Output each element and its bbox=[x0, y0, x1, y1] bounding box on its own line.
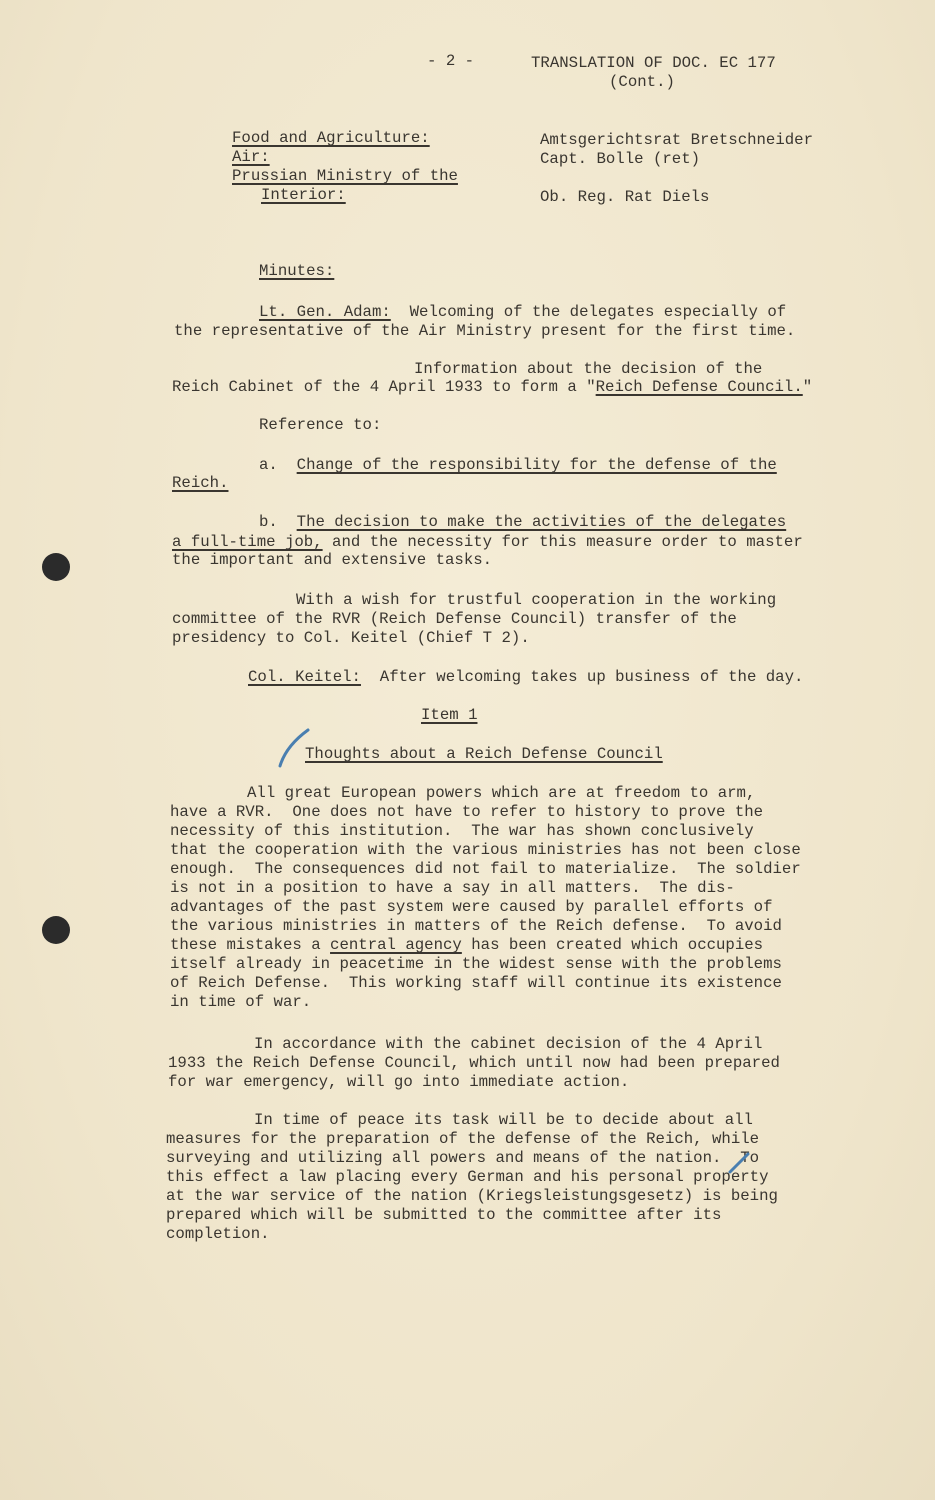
punch-hole bbox=[42, 553, 70, 581]
text-segment: the representative of the Air Ministry present for the first time. bbox=[174, 322, 796, 340]
text-line bbox=[170, 860, 801, 878]
text-segment: completion. bbox=[166, 1225, 270, 1243]
text-segment: at the war service of the nation (Kriegsleistungsgesetz) is being bbox=[166, 1187, 778, 1205]
text-segment: that the cooperation with the various ministries has not been close bbox=[170, 841, 801, 859]
text-segment: enough. The consequences did not fail to materialize. The soldier bbox=[170, 860, 801, 878]
text-line bbox=[170, 974, 782, 992]
text-segment: the various ministries in matters of the Reich defense. To avoid bbox=[170, 917, 782, 935]
pencil-check-mark-icon bbox=[276, 726, 316, 770]
text-segment: 1933 the Reich Defense Council, which until now had been prepared bbox=[168, 1054, 780, 1072]
attendee-name: Capt. Bolle (ret) bbox=[540, 150, 701, 168]
underlined-text: central agency bbox=[330, 936, 462, 954]
text-line bbox=[170, 993, 311, 1011]
underlined-text: Reich. bbox=[172, 474, 229, 492]
attendee-role: Air: bbox=[232, 148, 270, 166]
text-segment: advantages of the past system were caused by parallel efforts of bbox=[170, 898, 773, 916]
underlined-text: Change of the responsibility for the defense of the bbox=[296, 456, 777, 474]
text-segment: has been created which occupies bbox=[461, 936, 764, 954]
attendee-role: Interior: bbox=[261, 186, 346, 204]
underlined-text: The decision to make the activities of the delegates bbox=[296, 513, 787, 531]
text-segment: Reich Cabinet of the 4 April 1933 to form a " bbox=[172, 378, 596, 396]
text-segment: the important and extensive tasks. bbox=[172, 551, 493, 569]
attendee-name: Ob. Reg. Rat Diels bbox=[540, 188, 710, 206]
pencil-check-mark-icon bbox=[726, 1150, 756, 1176]
text-line bbox=[166, 1187, 778, 1205]
text-segment: surveying and utilizing all powers and means of the nation. To bbox=[166, 1149, 760, 1167]
text-segment: in time of war. bbox=[170, 993, 312, 1011]
text-line bbox=[166, 1149, 759, 1167]
text-line bbox=[166, 1130, 759, 1148]
underlined-text: Lt. Gen. Adam: bbox=[259, 303, 391, 321]
punch-hole bbox=[42, 916, 70, 944]
continuation-label: (Cont.) bbox=[609, 73, 675, 91]
page-number: - 2 - bbox=[427, 52, 475, 70]
text-segment: Reference to: bbox=[259, 416, 382, 434]
text-segment: is not in a position to have a say in all matters. The dis- bbox=[170, 879, 735, 897]
text-line bbox=[166, 1206, 721, 1224]
text-segment: these mistakes a bbox=[170, 936, 331, 954]
text-segment: With a wish for trustful cooperation in the working bbox=[296, 591, 777, 609]
text-segment: prepared which will be submitted to the committee after its bbox=[166, 1206, 722, 1224]
text-line bbox=[168, 1073, 629, 1091]
text-line bbox=[174, 322, 795, 340]
text-line bbox=[170, 955, 782, 973]
text-segment: of Reich Defense. This working staff will continue its existence bbox=[170, 974, 782, 992]
text-segment: presidency to Col. Keitel (Chief T 2). bbox=[172, 629, 530, 647]
text-line bbox=[172, 610, 737, 628]
text-line bbox=[172, 551, 492, 569]
text-segment: measures for the preparation of the defense of the Reich, while bbox=[166, 1130, 760, 1148]
text-segment: and the necessity for this measure order to master bbox=[322, 533, 803, 551]
text-line bbox=[170, 803, 763, 821]
text-segment: In accordance with the cabinet decision of the 4 April bbox=[254, 1035, 763, 1053]
attendee-name: Amtsgerichtsrat Bretschneider bbox=[540, 131, 814, 149]
text-segment: for war emergency, will go into immediate action. bbox=[168, 1073, 630, 1091]
text-line bbox=[170, 879, 735, 897]
text-segment: itself already in peacetime in the widest sense with the problems bbox=[170, 955, 782, 973]
text-line bbox=[259, 416, 381, 434]
underlined-text: Minutes: bbox=[259, 262, 335, 280]
text-line bbox=[296, 591, 776, 609]
text-segment: " bbox=[802, 378, 813, 396]
text-line bbox=[248, 668, 803, 686]
text-line bbox=[172, 378, 812, 396]
text-segment: necessity of this institution. The war has shown conclusively bbox=[170, 822, 754, 840]
text-line bbox=[170, 841, 801, 859]
text-line bbox=[166, 1168, 769, 1186]
text-segment: have a RVR. One does not have to refer to history to prove the bbox=[170, 803, 764, 821]
text-line bbox=[421, 706, 477, 724]
text-line bbox=[170, 898, 773, 916]
text-segment: a. bbox=[259, 456, 297, 474]
text-segment: All great European powers which are at freedom to arm, bbox=[247, 784, 756, 802]
text-segment: Information about the decision of the bbox=[414, 360, 763, 378]
text-line bbox=[259, 456, 777, 474]
text-line bbox=[170, 822, 754, 840]
text-segment: this effect a law placing every German and his personal property bbox=[166, 1168, 769, 1186]
text-line bbox=[166, 1225, 270, 1243]
underlined-text: Col. Keitel: bbox=[248, 668, 361, 686]
underlined-text: a full-time job, bbox=[172, 533, 323, 551]
text-line bbox=[259, 303, 786, 321]
text-segment: In time of peace its task will be to decide about all bbox=[254, 1111, 753, 1129]
document-title: TRANSLATION OF DOC. EC 177 bbox=[531, 54, 776, 72]
attendee-role: Food and Agriculture: bbox=[232, 129, 430, 147]
underlined-text: Item 1 bbox=[421, 706, 478, 724]
underlined-text: Reich Defense Council. bbox=[595, 378, 803, 396]
text-line bbox=[305, 745, 663, 763]
text-line bbox=[170, 936, 763, 954]
text-line bbox=[172, 474, 228, 492]
text-segment: committee of the RVR (Reich Defense Council) transfer of the bbox=[172, 610, 737, 628]
text-line bbox=[172, 533, 803, 551]
text-line bbox=[168, 1054, 780, 1072]
text-line bbox=[172, 629, 530, 647]
text-line bbox=[247, 784, 755, 802]
text-line bbox=[414, 360, 762, 378]
text-line bbox=[254, 1111, 753, 1129]
text-line bbox=[170, 917, 782, 935]
underlined-text: Thoughts about a Reich Defense Council bbox=[305, 745, 663, 763]
text-line bbox=[259, 513, 786, 531]
text-segment: Welcoming of the delegates especially of bbox=[390, 303, 787, 321]
text-line bbox=[254, 1035, 762, 1053]
text-segment: b. bbox=[259, 513, 297, 531]
text-segment: After welcoming takes up business of the day. bbox=[360, 668, 804, 686]
text-line bbox=[259, 262, 334, 280]
attendee-role: Prussian Ministry of the bbox=[232, 167, 458, 185]
